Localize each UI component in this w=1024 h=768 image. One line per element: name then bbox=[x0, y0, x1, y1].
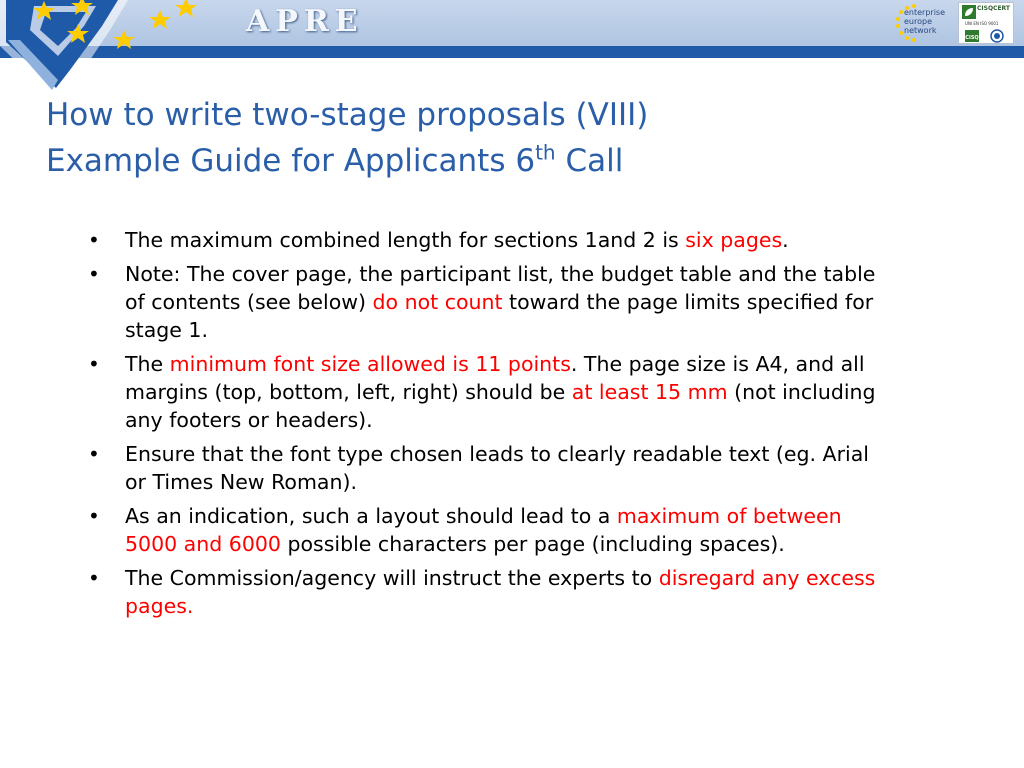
partner-logo-line: enterprise bbox=[904, 8, 946, 17]
certification-mark-label: CISQ bbox=[965, 35, 979, 41]
bullet-text: Ensure that the font type chosen leads to clearly readable text (eg. Arial or Times New Roman). bbox=[125, 442, 869, 494]
bullet-text: The Commission/agency will instruct the experts to bbox=[125, 566, 659, 590]
apre-logo bbox=[0, 0, 215, 100]
bullet-text: (not including any footers or headers). bbox=[125, 380, 876, 432]
bullet-highlight-text: at least 15 mm bbox=[571, 380, 728, 404]
bullet-highlight-text: maximum of between 5000 and 6000 bbox=[125, 504, 842, 556]
bullet-marker-icon: • bbox=[88, 262, 100, 286]
partner-logo-text bbox=[904, 8, 945, 35]
bullet-item bbox=[0, 350, 895, 434]
certification-name: CISQCERT bbox=[977, 5, 1011, 12]
bullet-text: The bbox=[125, 352, 170, 376]
bullet-text: possible characters per page (including spaces). bbox=[280, 532, 785, 556]
bullet-item bbox=[0, 564, 895, 620]
title-line-2-text: Example Guide for Applicants 6 bbox=[46, 143, 536, 179]
bullet-list bbox=[0, 226, 960, 626]
certification-standard: UNI EN ISO 9001 bbox=[965, 21, 999, 26]
bullet-highlight-text: minimum font size allowed is 11 points bbox=[169, 352, 571, 376]
bullet-text: The maximum combined length for sections 1and 2 is bbox=[125, 228, 686, 252]
bullet-item bbox=[0, 260, 895, 344]
bullet-marker-icon: • bbox=[88, 352, 100, 376]
bullet-marker-icon: • bbox=[88, 566, 100, 590]
bullet-highlight-text: disregard any excess pages. bbox=[125, 566, 876, 618]
bullet-highlight-text: six pages bbox=[685, 228, 783, 252]
title-line-2 bbox=[46, 138, 946, 184]
bullet-item bbox=[0, 226, 895, 254]
bullet-text: Note: The cover page, the participant list, the budget table and the table of contents (see below) bbox=[125, 262, 876, 314]
brand-title: APRE bbox=[246, 4, 364, 39]
partner-logo-line: europe bbox=[904, 17, 932, 26]
bullet-item bbox=[0, 440, 895, 496]
certification-logo bbox=[958, 2, 1014, 44]
bullet-item bbox=[0, 502, 895, 558]
bullet-text: toward the page limits specified for stage 1. bbox=[125, 290, 874, 342]
bullet-marker-icon: • bbox=[88, 228, 100, 252]
title-line-2-superscript: th bbox=[535, 140, 556, 165]
bullet-highlight-text: do not count bbox=[372, 290, 503, 314]
partner-logo-line: network bbox=[904, 26, 937, 35]
title-line-2-suffix: Call bbox=[555, 143, 624, 179]
bullet-marker-icon: • bbox=[88, 504, 100, 528]
certification-leaf-icon bbox=[962, 5, 976, 19]
certification-marks-icon bbox=[963, 29, 1011, 43]
bullet-marker-icon: • bbox=[88, 442, 100, 466]
bullet-text: . The page size is A4, and all margins (top, bottom, left, right) should be bbox=[125, 352, 865, 404]
bullet-text: As an indication, such a layout should lead to a bbox=[125, 504, 617, 528]
slide-title bbox=[46, 92, 946, 184]
bullet-text: . bbox=[782, 228, 789, 252]
title-line-1: How to write two-stage proposals (VIII) bbox=[46, 97, 649, 133]
